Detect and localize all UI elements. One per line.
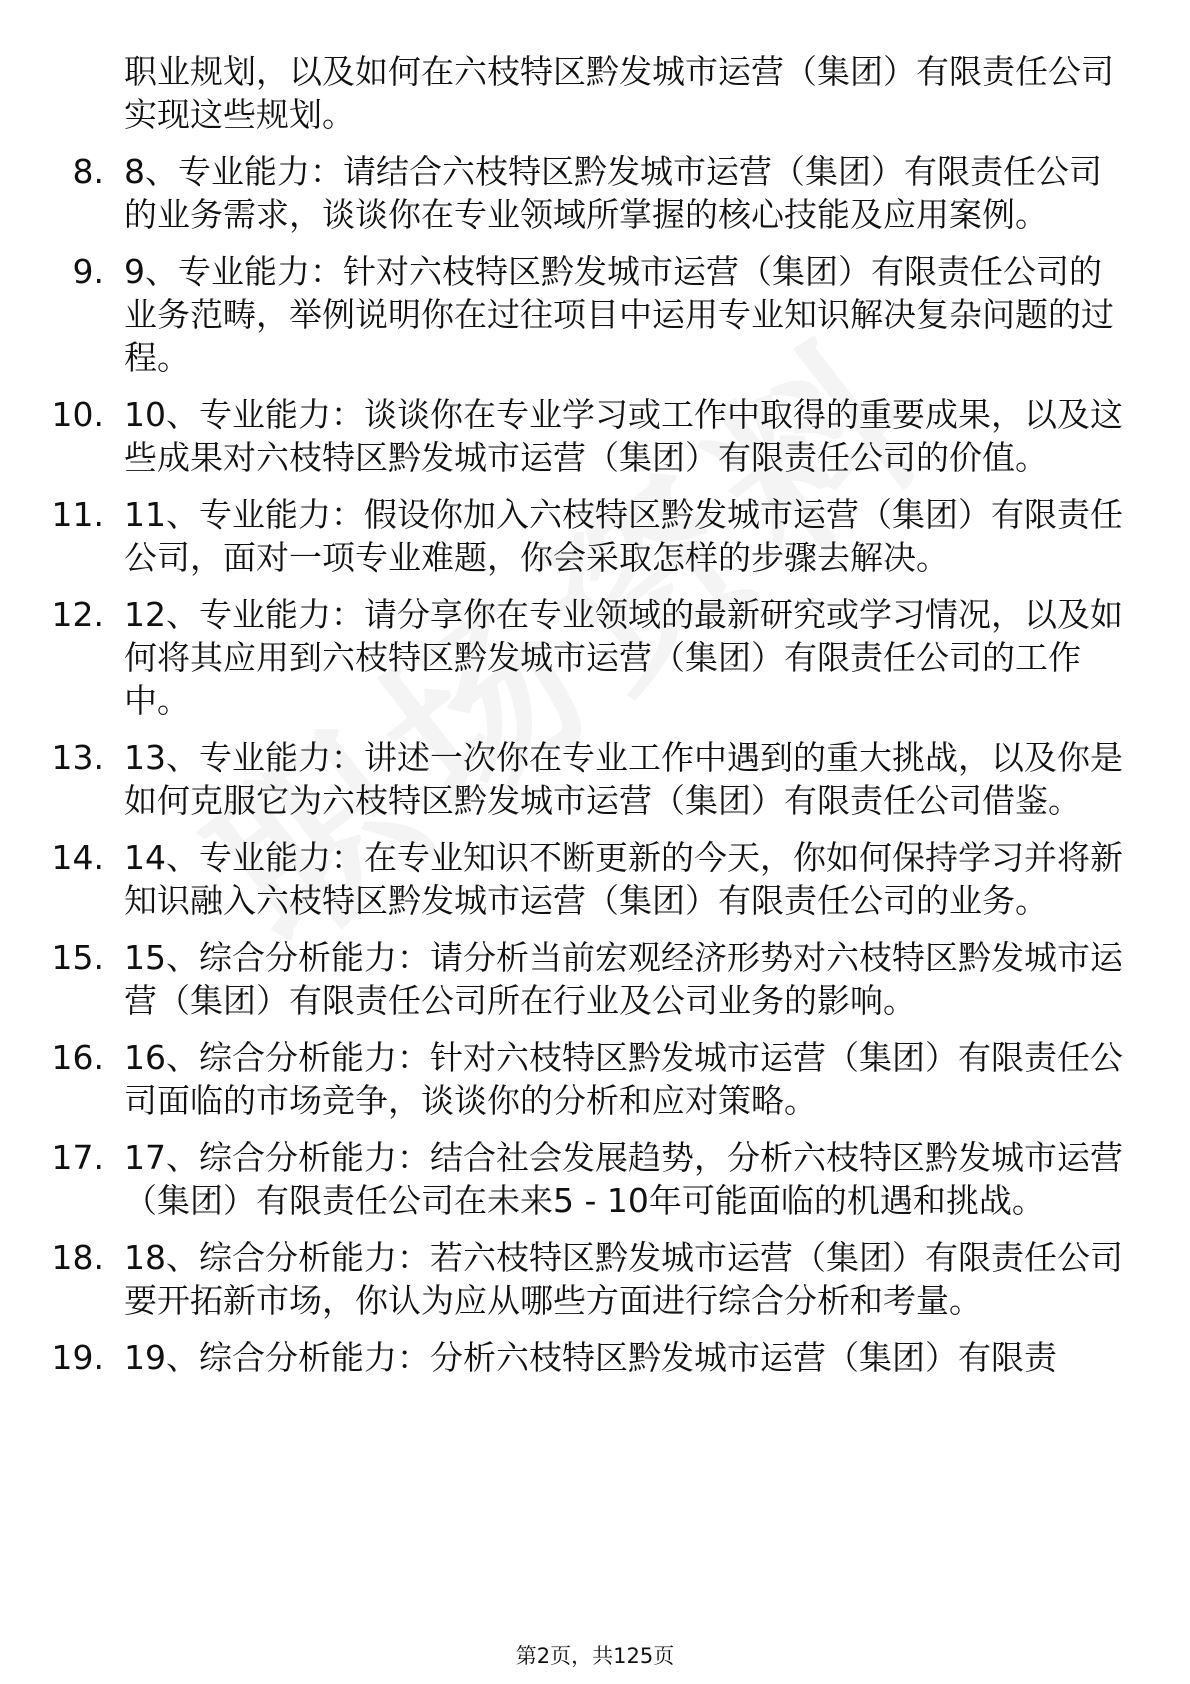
list-item	[0, 1136, 1190, 1222]
list-item	[0, 836, 1190, 922]
list-item	[0, 250, 1190, 379]
list-item-number: 11.	[51, 495, 104, 534]
question-list	[0, 150, 1190, 1393]
page-footer: 第2页，共125页	[515, 1644, 675, 1668]
list-item	[0, 593, 1190, 722]
list-item-text: 15、综合分析能力：请分析当前宏观经济形势对六枝特区黔发城市运营（集团）有限责任公司所在行业及公司业务的影响。	[124, 938, 1123, 1020]
list-item	[0, 1336, 1190, 1379]
list-item-text: 11、专业能力：假设你加入六枝特区黔发城市运营（集团）有限责任公司，面对一项专业难题，你会采取怎样的步骤去解决。	[124, 495, 1123, 577]
list-item-number: 8.	[72, 152, 104, 191]
list-item	[0, 936, 1190, 1022]
list-item-number: 12.	[51, 595, 104, 634]
list-item-text: 10、专业能力：谈谈你在专业学习或工作中取得的重要成果，以及这些成果对六枝特区黔发城市运营（集团）有限责任公司的价值。	[124, 395, 1123, 477]
list-item-number: 14.	[51, 838, 104, 877]
list-item-number: 16.	[51, 1038, 104, 1077]
list-item-number: 19.	[51, 1338, 104, 1377]
list-item-number: 9.	[72, 252, 104, 291]
list-item-text: 19、综合分析能力：分析六枝特区黔发城市运营（集团）有限责	[124, 1338, 1057, 1377]
list-item-number: 17.	[51, 1138, 104, 1177]
list-item	[0, 493, 1190, 579]
list-item-text: 18、综合分析能力：若六枝特区黔发城市运营（集团）有限责任公司要开拓新市场，你认为应从哪些方面进行综合分析和考量。	[124, 1238, 1123, 1320]
list-item-text: 16、综合分析能力：针对六枝特区黔发城市运营（集团）有限责任公司面临的市场竞争，谈谈你的分析和应对策略。	[124, 1038, 1123, 1120]
list-item-number: 15.	[51, 938, 104, 977]
list-item-text: 9、专业能力：针对六枝特区黔发城市运营（集团）有限责任公司的业务范畴，举例说明你在过往项目中运用专业知识解决复杂问题的过程。	[124, 252, 1114, 377]
list-item-text: 12、专业能力：请分享你在专业领域的最新研究或学习情况，以及如何将其应用到六枝特区黔发城市运营（集团）有限责任公司的工作中。	[124, 595, 1123, 720]
list-item-number: 13.	[51, 738, 104, 777]
list-item-text: 17、综合分析能力：结合社会发展趋势，分析六枝特区黔发城市运营（集团）有限责任公司在未来5 - 10年可能面临的机遇和挑战。	[124, 1138, 1123, 1220]
list-item	[0, 1236, 1190, 1322]
list-item-number: 18.	[51, 1238, 104, 1277]
list-item	[0, 1036, 1190, 1122]
intro-paragraph: 职业规划，以及如何在六枝特区黔发城市运营（集团）有限责任公司实现这些规划。	[124, 52, 1114, 134]
list-item	[0, 736, 1190, 822]
list-item-text: 13、专业能力：讲述一次你在专业工作中遇到的重大挑战，以及你是如何克服它为六枝特区黔发城市运营（集团）有限责任公司借鉴。	[124, 738, 1123, 820]
list-item	[0, 393, 1190, 479]
list-item-text: 14、专业能力：在专业知识不断更新的今天，你如何保持学习并将新知识融入六枝特区黔发城市运营（集团）有限责任公司的业务。	[124, 838, 1123, 920]
list-item-text: 8、专业能力：请结合六枝特区黔发城市运营（集团）有限责任公司的业务需求，谈谈你在专业领域所掌握的核心技能及应用案例。	[124, 152, 1102, 234]
list-item-number: 10.	[51, 395, 104, 434]
list-item	[0, 150, 1190, 236]
